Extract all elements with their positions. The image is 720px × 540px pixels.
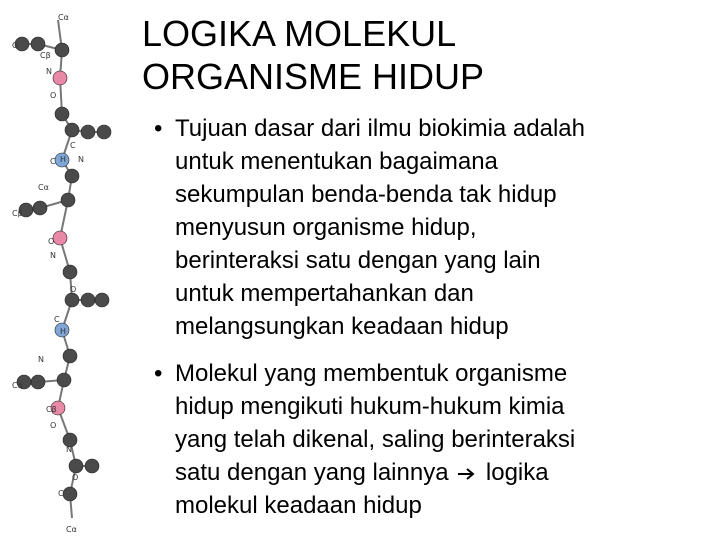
atom-label: Cβ <box>46 405 57 414</box>
title-line: LOGIKA MOLEKUL <box>142 13 457 54</box>
bullet-line: yang telah dikenal, saling berinteraksi <box>175 426 576 453</box>
atom-label: Cβ <box>12 209 23 218</box>
atom-label: C <box>50 157 56 166</box>
atom-label: O <box>50 421 57 430</box>
atom-label: C <box>58 489 64 498</box>
atom-circle <box>31 375 45 389</box>
atom-circle <box>63 487 77 501</box>
atom-label: O <box>12 41 19 50</box>
atom-circle <box>55 43 69 57</box>
bullet-text: logika <box>485 459 549 486</box>
atom-label: N <box>66 445 72 454</box>
bullet-item <box>152 357 707 522</box>
atom-circle <box>63 265 77 279</box>
atom-label: N <box>50 251 56 260</box>
bullet-list <box>152 112 707 536</box>
atom-circle <box>55 107 69 121</box>
atom-circle <box>53 71 67 85</box>
atom-circle <box>65 293 79 307</box>
atom-circle <box>61 193 75 207</box>
title-line: ORGANISME HIDUP <box>142 56 485 97</box>
atom-circle <box>81 125 95 139</box>
atom-circle <box>33 201 47 215</box>
atom-label: H <box>60 155 67 164</box>
bullet-line: berinteraksi satu dengan yang lain <box>175 247 541 274</box>
bullet-line: molekul keadaan hidup <box>175 492 422 519</box>
atom-circle <box>53 231 67 245</box>
atom-label: C <box>54 315 60 324</box>
bullet-line <box>175 456 707 489</box>
bullet-dot: • <box>154 115 163 142</box>
atom-label: Cα <box>58 13 69 22</box>
bullet-line: sekumpulan benda-benda tak hidup <box>175 181 557 208</box>
atom-circle <box>95 293 109 307</box>
atom-label: Cβ <box>40 51 51 60</box>
atom-label: O <box>72 473 79 482</box>
bullet-line: untuk menentukan bagaimana <box>175 148 498 175</box>
bullet-line: untuk mempertahankan dan <box>175 280 474 307</box>
atom-circle <box>69 459 83 473</box>
atom-circle <box>85 459 99 473</box>
atom-label: Cα <box>38 183 49 192</box>
bullet-line: Tujuan dasar dari ilmu biokimia adalah <box>175 115 585 142</box>
atom-circle <box>63 349 77 363</box>
atom-circle <box>81 293 95 307</box>
right-arrow-icon <box>457 466 477 482</box>
atom-label: Cα <box>12 381 23 390</box>
atom-circle <box>97 125 111 139</box>
atom-circle <box>31 37 45 51</box>
atom-label: O <box>50 91 57 100</box>
peptide-chain-illustration <box>0 0 130 540</box>
bullet-line: menyusun organisme hidup, <box>175 214 477 241</box>
atom-label: C <box>70 141 76 150</box>
atom-label: Cα <box>66 525 77 534</box>
atom-label: N <box>38 355 44 364</box>
bullet-item <box>152 112 707 343</box>
atom-label: H <box>60 327 67 336</box>
atom-label: N <box>46 67 52 76</box>
slide-title <box>142 12 702 98</box>
atom-circle <box>65 169 79 183</box>
bullet-line: melangsungkan keadaan hidup <box>175 313 509 340</box>
atom-label: O <box>70 285 77 294</box>
bullet-text: satu dengan yang lainnya <box>175 459 449 486</box>
bullet-line: Molekul yang membentuk organisme <box>175 360 568 387</box>
atom-label: O <box>48 237 55 246</box>
bullet-line: hidup mengikuti hukum-hukum kimia <box>175 393 565 420</box>
bullet-dot: • <box>154 360 163 387</box>
atom-label: N <box>78 155 84 164</box>
atom-circle <box>57 373 71 387</box>
atom-circle <box>65 123 79 137</box>
